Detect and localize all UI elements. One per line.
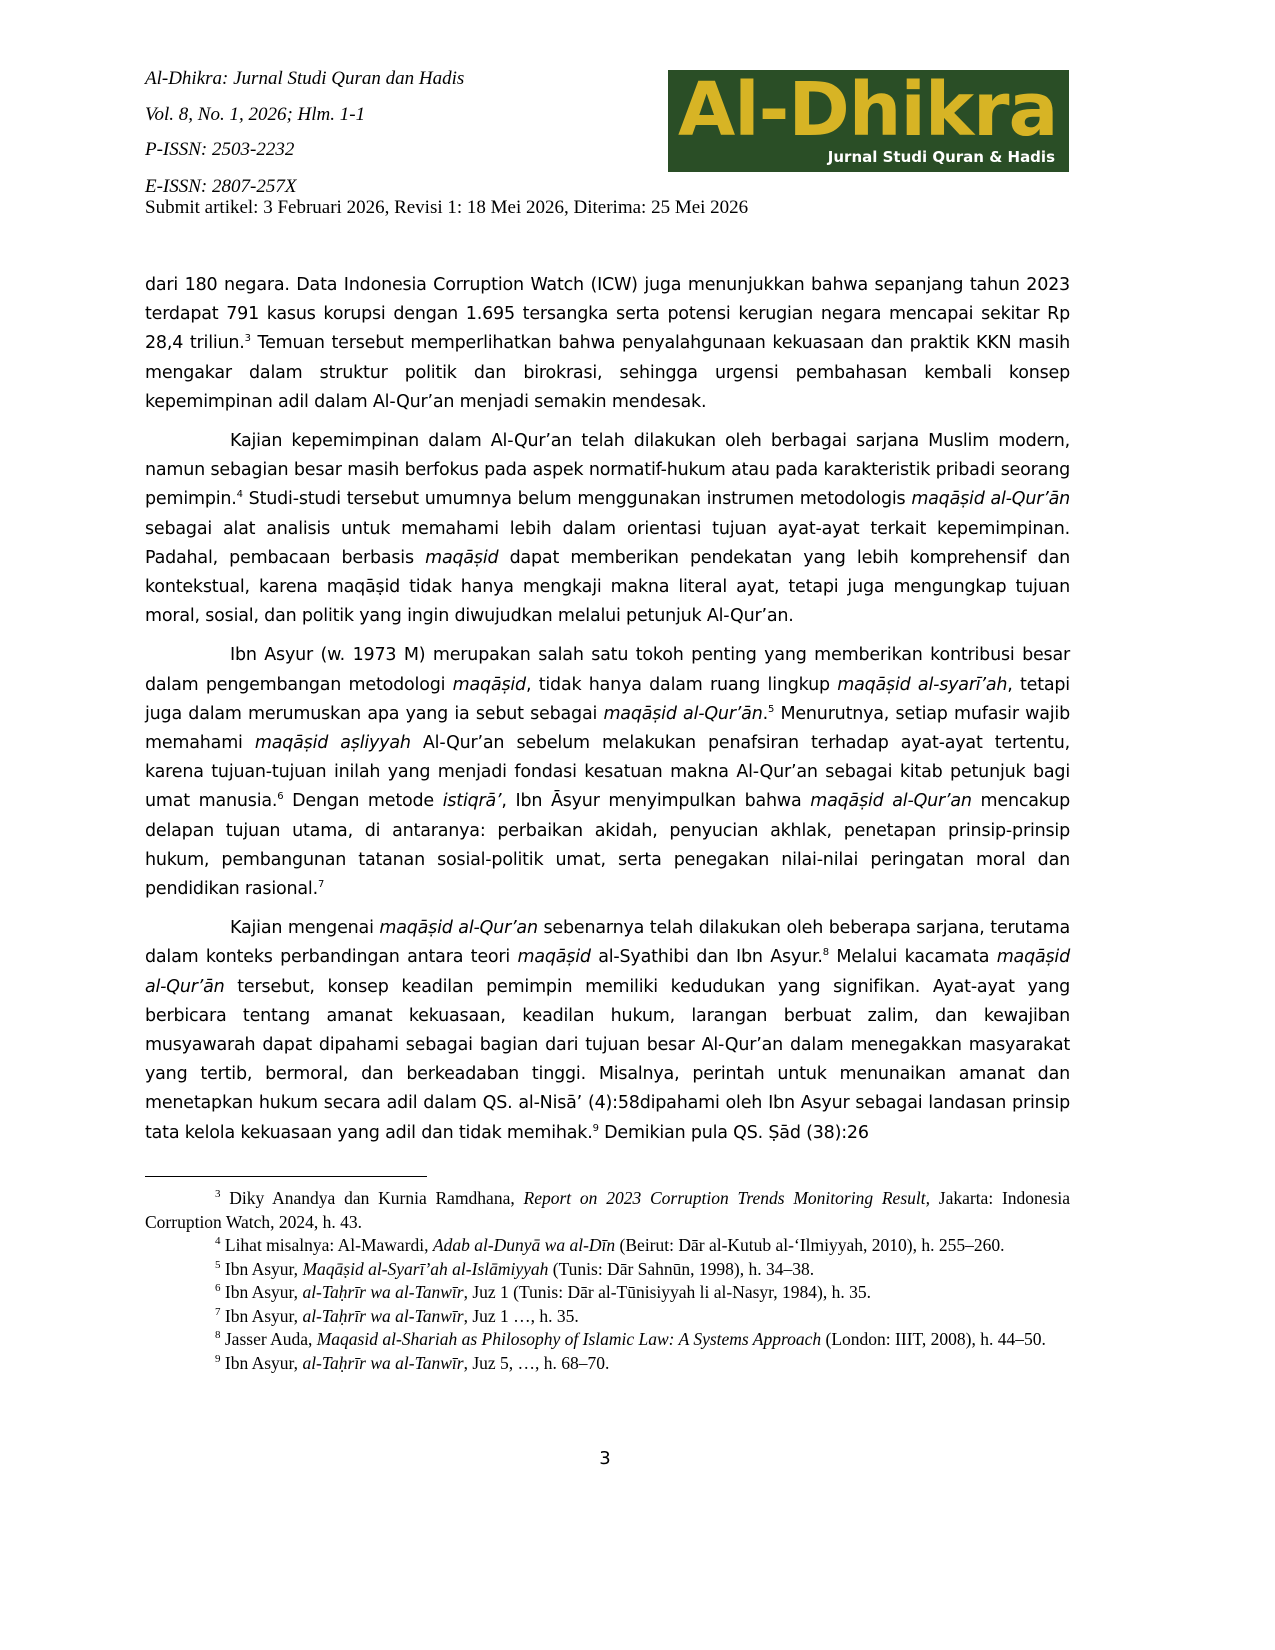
text-run: tersebut, konsep keadilan pemimpin memiliki kedudukan yang signifikan. Ayat-ayat yang berbicara tentang amanat kekuasaan, keadilan hukum, larangan berbuat zalim, dan kewajiban musyawarah dapat dipahami sebagai bagian dari tujuan besar Al-Qur’an dalam menegakkan masyarakat yang tertib, bermoral, dan berkeadaban tinggi. Misalnya, perintah untuk menunaikan amanat dan menetapkan hukum secara adil dalam QS. al-Nisā’ (4):58dipahami oleh Ibn Asyur sebagai landasan prinsip tata kelola kekuasaan yang adil dan tidak memihak. — [145, 976, 1070, 1143]
footnote-text: , Juz 5, …, h. 68–70. — [463, 1352, 610, 1373]
footnote-number: 7 — [215, 1305, 221, 1318]
footnote — [145, 1234, 1070, 1258]
footnote-text: Jasser Auda, — [220, 1329, 317, 1349]
footnote-text: (London: IIIT, 2008), h. 44–50. — [821, 1329, 1046, 1349]
text-run: dari 180 negara. Data Indonesia Corruption Watch (ICW) juga menunjukkan bahwa sepanjang tahun 2023 terdapat 791 kasus korupsi dengan 1.695 tersangka serta potensi kerugian negara mencapai sekitar Rp 28,4 triliun. — [145, 275, 1070, 354]
footnote-ref: 7 — [317, 879, 325, 891]
text-run: Studi-studi tersebut umumnya belum menggunakan instrumen metodologis — [242, 489, 912, 510]
text-run: Al-Qur’an sebelum melakukan penafsiran terhadap ayat-ayat tertentu, karena tujuan-tujuan inilah yang menjadi fondasi kesatuan makna Al-Qur’an sebagai kitab petunjuk bagi umat manusia. — [145, 733, 1070, 812]
footnote-text: (Tunis: Dār Sahnūn, 1998), h. 34–38. — [548, 1258, 815, 1279]
footnote-title: al-Taḥrīr wa al-Tanwīr — [302, 1352, 464, 1373]
paragraph-4 — [145, 914, 1070, 1148]
text-run: Dengan metode — [283, 791, 443, 812]
text-run: Ibn Asyur (w. 1973 M) merupakan salah satu tokoh penting yang memberikan kontribusi besar dalam pengembangan metodologi — [145, 645, 1070, 695]
footnote — [145, 1187, 1070, 1234]
text-run: Melalui kacamata — [828, 947, 997, 968]
italic-term: maqāṣid al-Qur’an — [379, 918, 538, 939]
footnote-title: Maqāṣid al-Syarī’ah al-Islāmiyyah — [302, 1258, 549, 1279]
footnote-number: 5 — [215, 1258, 221, 1271]
footnote-number: 9 — [215, 1352, 221, 1365]
text-run: . — [762, 703, 768, 724]
footnote-ref: 9 — [592, 1122, 599, 1134]
footnote-title: Report on 2023 Corruption Trends Monitoring Result, — [523, 1188, 930, 1208]
footnote-title: al-Taḥrīr wa al-Tanwīr — [302, 1305, 464, 1326]
italic-term: istiqrā’ — [442, 791, 502, 812]
text-run: , tetapi juga dalam merumuskan apa yang ia sebut sebagai — [145, 674, 1070, 724]
paragraph-1 — [145, 271, 1070, 417]
footnote-ref: 4 — [236, 489, 243, 501]
footnote — [145, 1305, 1070, 1329]
journal-logo — [668, 70, 1069, 172]
text-run: Temuan tersebut memperlihatkan bahwa penyalahgunaan kekuasaan dan praktik KKN masih mengakar dalam struktur politik dan birokrasi, sehingga urgensi pembahasan kembali konsep kepemimpinan adil dalam Al-Qur’an menjadi semakin mendesak. — [145, 333, 1070, 412]
footnote-text: , Juz 1 …, h. 35. — [463, 1305, 579, 1326]
paragraph-3 — [145, 641, 1070, 904]
text-run: mencakup delapan tujuan utama, di antaranya: perbaikan akidah, penyucian akhlak, penetapan prinsip-prinsip hukum, pembangunan tatanan sosial-politik umat, serta penegakan nilai-nilai peringatan moral dan pendidikan rasional. — [145, 791, 1070, 900]
footnote-text: , Juz 1 (Tunis: Dār al-Tūnisiyyah li al-Nasyr, 1984), h. 35. — [463, 1282, 871, 1302]
footnote-text: Jakarta: Indonesia Corruption Watch, 2024, h. 43. — [145, 1188, 1071, 1232]
footnote-ref: 5 — [767, 704, 775, 716]
footnote-title: al-Taḥrīr wa al-Tanwīr — [302, 1282, 464, 1302]
footnote-title: Adab al-Dunyā wa al-Dīn — [432, 1235, 616, 1255]
footnote-ref: 3 — [244, 333, 251, 345]
footnote-text: (Beirut: Dār al-Kutub al-‘Ilmiyyah, 2010), h. 255–260. — [615, 1235, 1005, 1255]
footnote-text: Ibn Asyur, — [220, 1352, 303, 1373]
footnote-ref: 6 — [277, 791, 284, 803]
italic-term: maqāṣid — [517, 947, 591, 968]
footnotes — [145, 1187, 1070, 1375]
text-run: Menurutnya, setiap mufasir wajib memahami — [145, 703, 1070, 754]
paragraph-2 — [145, 427, 1070, 631]
footnote — [145, 1352, 1070, 1376]
text-run: sebenarnya telah dilakukan oleh beberapa sarjana, terutama dalam konteks perbandingan antara teori — [145, 918, 1070, 968]
footnote-text: Ibn Asyur, — [220, 1282, 303, 1302]
footnote — [145, 1328, 1070, 1352]
text-run: Kajian mengenai — [230, 918, 380, 939]
logo-subtitle: Jurnal Studi Quran & Hadis — [827, 148, 1055, 166]
italic-term: maqāṣid al-syarī’ah — [837, 674, 1008, 695]
italic-term: maqāṣid al-Qur’an — [810, 791, 972, 812]
logo-title: Al-Dhikra — [678, 70, 1058, 153]
text-run: Kajian kepemimpinan dalam Al-Qur’an telah dilakukan oleh berbagai sarjana Muslim modern, namun sebagian besar masih berfokus pada aspek normatif-hukum atau pada karakteristik pribadi seorang pemimpin. — [145, 431, 1070, 510]
italic-term: maqāṣid aṣliyyah — [254, 733, 411, 754]
footnote-title: Maqasid al-Shariah as Philosophy of Islamic Law: A Systems Approach — [316, 1329, 822, 1349]
footnote-ref: 8 — [822, 947, 829, 959]
italic-term: maqāṣid — [452, 674, 526, 695]
text-run: dapat memberikan pendekatan yang lebih komprehensif dan kontekstual, karena maqāṣid tidak hanya mengkaji makna literal ayat, tetapi juga mengungkap tujuan moral, sosial, dan politik yang ingin diwujudkan melalui petunjuk Al-Qur’an. — [145, 547, 1070, 627]
text-run: , Ibn Āsyur menyimpulkan bahwa — [501, 791, 811, 812]
italic-term: maqāṣid al-Qur’ān — [603, 703, 763, 724]
text-run: sebagai alat analisis untuk memahami lebih dalam orientasi tujuan ayat-ayat terkait kepemimpinan. Padahal, pembacaan berbasis — [145, 518, 1070, 568]
body-text — [145, 271, 1070, 1148]
footnote-number: 3 — [215, 1188, 221, 1201]
footnote-text: Ibn Asyur, — [220, 1258, 303, 1279]
footnote-text: Ibn Asyur, — [220, 1305, 303, 1326]
text-run: Demikian pula QS. Ṣād (38):26 — [598, 1122, 869, 1143]
footnote-text: Diky Anandya dan Kurnia Ramdhana, — [220, 1188, 524, 1208]
submission-dates: Submit artikel: 3 Februari 2026, Revisi 1: 18 Mei 2026, Diterima: 25 Mei 2026 — [145, 197, 749, 218]
footnote — [145, 1258, 1070, 1282]
journal-name: Al-Dhikra: Jurnal Studi Quran dan Hadis — [145, 68, 465, 89]
footnote-separator — [145, 1176, 427, 1177]
footnote — [145, 1281, 1070, 1305]
footnote-number: 6 — [215, 1282, 221, 1295]
footnote-text: Lihat misalnya: Al-Mawardi, — [220, 1235, 433, 1255]
text-run: al-Syathibi dan Ibn Asyur. — [590, 947, 823, 968]
footnote-number: 4 — [215, 1235, 221, 1248]
e-issn: E-ISSN: 2807-257X — [145, 176, 297, 197]
volume-info: Vol. 8, No. 1, 2026; Hlm. 1-1 — [145, 104, 366, 125]
italic-term: maqāṣid — [425, 547, 499, 568]
text-run: , tidak hanya dalam ruang lingkup — [525, 674, 838, 695]
footnote-number: 8 — [215, 1329, 221, 1342]
page-number: 3 — [599, 1448, 611, 1469]
p-issn: P-ISSN: 2503-2232 — [145, 139, 295, 160]
italic-term: maqāṣid al-Qur’ān — [911, 489, 1070, 510]
italic-term: maqāṣid al-Qur’ān — [145, 947, 1070, 997]
